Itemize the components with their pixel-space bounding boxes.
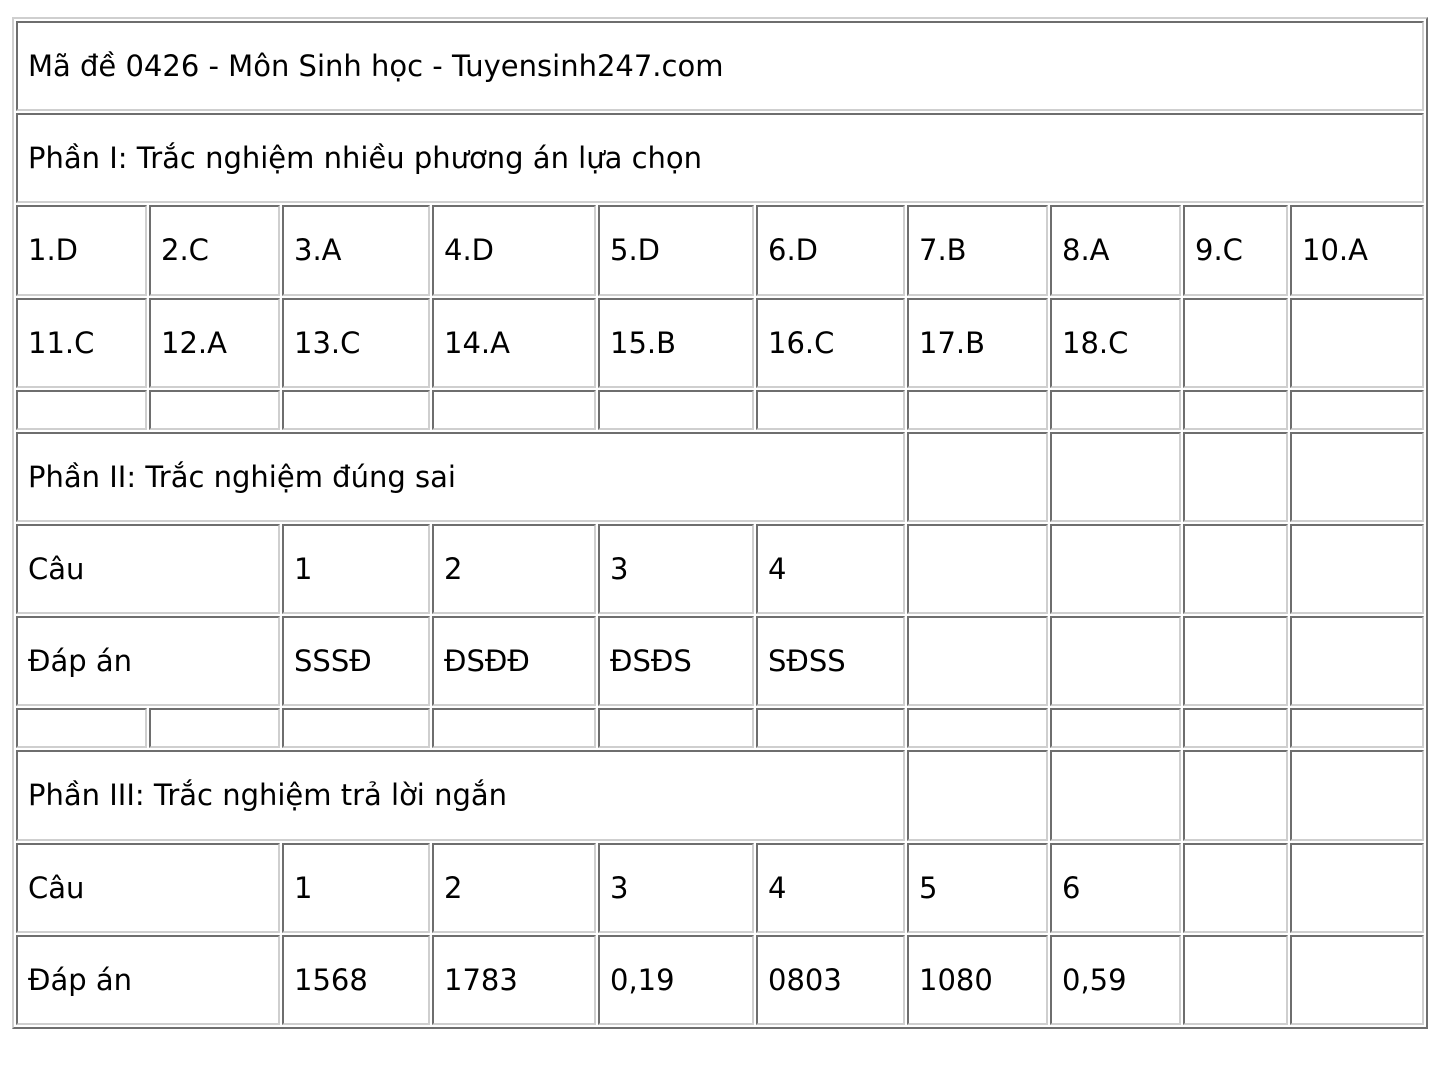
part2-heading: Phần II: Trắc nghiệm đúng sai bbox=[16, 432, 905, 522]
empty-cell bbox=[1290, 843, 1424, 933]
empty-cell bbox=[282, 390, 430, 430]
empty-cell bbox=[756, 708, 905, 748]
empty-cell bbox=[1290, 935, 1424, 1025]
part1-answer-cell: 8.A bbox=[1050, 205, 1181, 295]
part3-answer-cell: 0803 bbox=[756, 935, 905, 1025]
empty-cell bbox=[1050, 390, 1181, 430]
part2-question-cell: 4 bbox=[756, 524, 905, 614]
part2-question-cell: 2 bbox=[432, 524, 596, 614]
spacer-row bbox=[16, 390, 1424, 430]
part3-question-label: Câu bbox=[16, 843, 280, 933]
part2-question-cell: 3 bbox=[598, 524, 754, 614]
part1-answer-cell: 17.B bbox=[907, 298, 1048, 388]
part3-question-cell: 4 bbox=[756, 843, 905, 933]
empty-cell bbox=[1183, 935, 1288, 1025]
part1-answer-cell: 9.C bbox=[1183, 205, 1288, 295]
title-row bbox=[16, 21, 1424, 111]
part1-answers-row bbox=[16, 298, 1424, 388]
empty-cell bbox=[598, 708, 754, 748]
part2-answer-cell: ĐSĐĐ bbox=[432, 616, 596, 706]
part3-heading-row bbox=[16, 750, 1424, 840]
empty-cell bbox=[1290, 298, 1424, 388]
page-title: Mã đề 0426 - Môn Sinh học - Tuyensinh247.com bbox=[16, 21, 1424, 111]
part1-answer-cell: 18.C bbox=[1050, 298, 1181, 388]
part1-answer-cell: 1.D bbox=[16, 205, 147, 295]
part3-question-cell: 1 bbox=[282, 843, 430, 933]
answer-key-table bbox=[12, 17, 1428, 1029]
part1-answer-cell: 3.A bbox=[282, 205, 430, 295]
part3-answer-cell: 1568 bbox=[282, 935, 430, 1025]
empty-cell bbox=[282, 708, 430, 748]
part2-answer-label: Đáp án bbox=[16, 616, 280, 706]
part1-answer-cell: 12.A bbox=[149, 298, 280, 388]
part3-question-cell: 5 bbox=[907, 843, 1048, 933]
empty-cell bbox=[907, 616, 1048, 706]
empty-cell bbox=[1183, 432, 1288, 522]
part1-answer-cell: 15.B bbox=[598, 298, 754, 388]
part1-answer-cell: 6.D bbox=[756, 205, 905, 295]
empty-cell bbox=[149, 708, 280, 748]
empty-cell bbox=[907, 390, 1048, 430]
empty-cell bbox=[432, 390, 596, 430]
empty-cell bbox=[16, 390, 147, 430]
empty-cell bbox=[1290, 524, 1424, 614]
part3-answer-cell: 1080 bbox=[907, 935, 1048, 1025]
part1-answer-cell: 7.B bbox=[907, 205, 1048, 295]
empty-cell bbox=[1050, 616, 1181, 706]
empty-cell bbox=[16, 708, 147, 748]
empty-cell bbox=[1290, 432, 1424, 522]
part3-answer-row bbox=[16, 935, 1424, 1025]
part3-answer-cell: 0,59 bbox=[1050, 935, 1181, 1025]
empty-cell bbox=[907, 750, 1048, 840]
empty-cell bbox=[1050, 524, 1181, 614]
part3-heading: Phần III: Trắc nghiệm trả lời ngắn bbox=[16, 750, 905, 840]
part2-answer-row bbox=[16, 616, 1424, 706]
spacer-row bbox=[16, 708, 1424, 748]
empty-cell bbox=[1183, 750, 1288, 840]
empty-cell bbox=[1050, 708, 1181, 748]
part2-answer-cell: ĐSĐS bbox=[598, 616, 754, 706]
empty-cell bbox=[907, 432, 1048, 522]
empty-cell bbox=[1183, 524, 1288, 614]
empty-cell bbox=[1050, 750, 1181, 840]
part2-question-cell: 1 bbox=[282, 524, 430, 614]
empty-cell bbox=[1183, 708, 1288, 748]
part3-answer-label: Đáp án bbox=[16, 935, 280, 1025]
empty-cell bbox=[598, 390, 754, 430]
empty-cell bbox=[756, 390, 905, 430]
empty-cell bbox=[907, 708, 1048, 748]
part1-answer-cell: 11.C bbox=[16, 298, 147, 388]
empty-cell bbox=[1290, 750, 1424, 840]
part1-answer-cell: 5.D bbox=[598, 205, 754, 295]
empty-cell bbox=[1050, 432, 1181, 522]
part2-answer-cell: SĐSS bbox=[756, 616, 905, 706]
part2-answer-cell: SSSĐ bbox=[282, 616, 430, 706]
part1-answer-cell: 14.A bbox=[432, 298, 596, 388]
part1-answer-cell: 16.C bbox=[756, 298, 905, 388]
empty-cell bbox=[1290, 390, 1424, 430]
empty-cell bbox=[149, 390, 280, 430]
part2-heading-row bbox=[16, 432, 1424, 522]
part1-answer-cell: 2.C bbox=[149, 205, 280, 295]
part3-question-row bbox=[16, 843, 1424, 933]
empty-cell bbox=[1183, 843, 1288, 933]
part1-answers-row bbox=[16, 205, 1424, 295]
part1-heading: Phần I: Trắc nghiệm nhiều phương án lựa chọn bbox=[16, 113, 1424, 203]
part3-question-cell: 2 bbox=[432, 843, 596, 933]
empty-cell bbox=[907, 524, 1048, 614]
part1-answer-cell: 4.D bbox=[432, 205, 596, 295]
part3-question-cell: 3 bbox=[598, 843, 754, 933]
part2-question-label: Câu bbox=[16, 524, 280, 614]
part3-question-cell: 6 bbox=[1050, 843, 1181, 933]
empty-cell bbox=[1183, 616, 1288, 706]
empty-cell bbox=[1290, 708, 1424, 748]
part1-answer-cell: 10.A bbox=[1290, 205, 1424, 295]
part1-answer-cell: 13.C bbox=[282, 298, 430, 388]
empty-cell bbox=[1183, 298, 1288, 388]
empty-cell bbox=[432, 708, 596, 748]
empty-cell bbox=[1290, 616, 1424, 706]
empty-cell bbox=[1183, 390, 1288, 430]
part1-heading-row bbox=[16, 113, 1424, 203]
part3-answer-cell: 0,19 bbox=[598, 935, 754, 1025]
part3-answer-cell: 1783 bbox=[432, 935, 596, 1025]
part2-question-row bbox=[16, 524, 1424, 614]
